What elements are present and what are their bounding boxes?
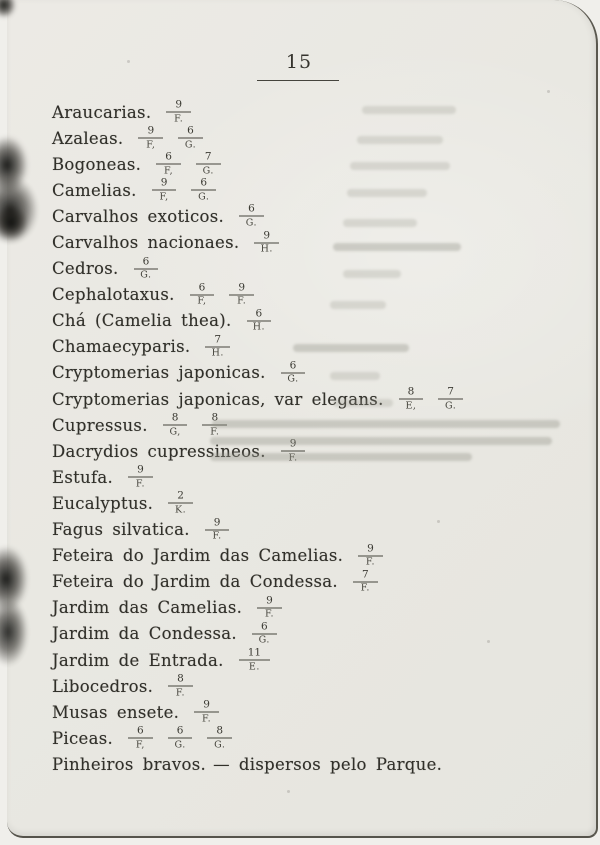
- ref-numerator: 9: [166, 100, 191, 113]
- entry-name: Chá (Camelia thea).: [52, 311, 232, 331]
- ref-numerator: 9: [138, 126, 163, 139]
- entry-row: [52, 725, 572, 751]
- ref-numerator: 6: [128, 726, 153, 739]
- ref-numerator: 9: [194, 700, 219, 713]
- ref-fraction: [128, 465, 153, 489]
- bleed-through-line: [343, 219, 417, 227]
- ref-numerator: 6: [134, 256, 159, 269]
- ref-denominator: G.: [258, 634, 270, 646]
- ref-fraction: [194, 700, 219, 724]
- ref-fraction: [138, 126, 163, 150]
- ref-fraction: [168, 674, 193, 698]
- ref-numerator: 9: [152, 178, 177, 191]
- bleed-through-line: [333, 399, 393, 407]
- ref-denominator: F.: [237, 295, 247, 307]
- ref-denominator: F.: [365, 556, 376, 568]
- ref-fraction: [168, 491, 193, 515]
- entry-name: Jardim de Entrada.: [52, 650, 224, 670]
- entry-row: [52, 360, 572, 386]
- ref-numerator: 9: [254, 230, 279, 243]
- ref-fraction: [166, 100, 191, 124]
- ref-denominator: G.: [140, 269, 152, 281]
- ref-denominator: H.: [260, 243, 273, 255]
- ref-denominator: G.: [184, 139, 197, 151]
- ref-fraction: [196, 152, 221, 176]
- ref-fraction: [152, 178, 177, 202]
- ref-denominator: F,: [163, 165, 174, 177]
- entry-row: [52, 282, 572, 308]
- ref-denominator: K.: [174, 504, 187, 516]
- ref-denominator: G.: [174, 739, 186, 751]
- ref-denominator: F,: [135, 739, 145, 751]
- ref-numerator: 9: [281, 439, 306, 452]
- entry-name: Cedros.: [52, 259, 119, 279]
- bleed-through-line: [357, 136, 443, 144]
- paper-speck: [127, 60, 130, 63]
- ref-fraction: [229, 282, 254, 306]
- entry-name: Estufa.: [52, 467, 114, 487]
- entry-name: Eucalyptus.: [52, 493, 154, 513]
- ref-fraction: [239, 648, 270, 672]
- ref-numerator: 6: [156, 152, 181, 165]
- ref-fraction: [358, 543, 383, 567]
- ref-numerator: 7: [353, 569, 378, 582]
- entry-suffix: — dispersos pelo Parque.: [213, 754, 443, 774]
- entry-row: [52, 386, 572, 412]
- ref-denominator: F.: [175, 687, 186, 699]
- entry-name: Feteira do Jardim da Condessa.: [52, 572, 338, 592]
- page-number-rule: [257, 80, 339, 81]
- ref-fraction: [205, 334, 230, 358]
- bleed-through-line: [362, 106, 456, 114]
- bleed-through-line: [350, 162, 450, 170]
- entry-row: [52, 203, 572, 229]
- ref-fraction: [191, 178, 216, 202]
- entry-row: [52, 308, 572, 334]
- entry-name: Araucarias.: [52, 102, 152, 122]
- ref-fraction: [252, 621, 277, 645]
- bleed-through-line: [293, 344, 409, 352]
- ref-fraction: [156, 152, 181, 176]
- entry-name: Cryptomerias japonicas, var elegans.: [52, 389, 384, 409]
- entry-name: Libocedros.: [52, 676, 154, 696]
- ref-numerator: 6: [190, 282, 215, 295]
- ref-numerator: 6: [247, 308, 272, 321]
- ref-fraction: [254, 230, 279, 254]
- ref-fraction: [207, 726, 232, 750]
- ref-fraction: [205, 517, 230, 541]
- bleed-through-line: [330, 301, 386, 309]
- entry-name: Camelias.: [52, 180, 137, 200]
- ref-numerator: 9: [358, 543, 383, 556]
- ref-fraction: [134, 256, 159, 280]
- entry-row: [52, 151, 572, 177]
- entry-name: Fagus silvatica.: [52, 520, 190, 540]
- ref-numerator: 6: [168, 726, 193, 739]
- entry-name: Bogoneas.: [52, 154, 142, 174]
- page-number: 15: [285, 51, 313, 73]
- ref-denominator: F.: [288, 452, 298, 464]
- ref-numerator: 8: [163, 413, 188, 426]
- bleed-through-line: [330, 372, 380, 380]
- ref-denominator: F.: [174, 113, 184, 125]
- ref-denominator: H.: [252, 321, 266, 333]
- ref-numerator: 8: [207, 726, 232, 739]
- entry-name: Cephalotaxus.: [52, 285, 175, 305]
- entry-name: Carvalhos nacionaes.: [52, 233, 240, 253]
- bleed-through-line: [333, 243, 461, 251]
- entry-row: [52, 647, 572, 673]
- ref-fraction: [353, 569, 378, 593]
- ref-numerator: 6: [239, 204, 264, 217]
- bleed-through-line: [347, 189, 427, 197]
- ref-denominator: G.: [202, 165, 214, 177]
- paper-speck: [287, 790, 290, 793]
- entry-name: Musas ensete.: [52, 702, 180, 722]
- entry-row: [52, 177, 572, 203]
- ref-fraction: [438, 387, 463, 411]
- entry-row: [52, 595, 572, 621]
- ref-fraction: [257, 595, 282, 619]
- ref-fraction: [281, 360, 306, 384]
- ref-fraction: [178, 126, 203, 150]
- ref-denominator: G.: [198, 191, 210, 203]
- ref-fraction: [128, 726, 153, 750]
- ref-denominator: F.: [360, 582, 370, 594]
- ref-numerator: 9: [229, 282, 254, 295]
- ref-numerator: 9: [205, 517, 230, 530]
- ref-denominator: F,: [159, 191, 169, 203]
- entry-name: Feteira do Jardim das Camelias.: [52, 546, 344, 566]
- entry-name: Chamaecyparis.: [52, 337, 191, 357]
- entry-row: [52, 543, 572, 569]
- ref-fraction: [239, 204, 264, 228]
- ref-numerator: 8: [399, 387, 424, 400]
- bleed-through-paragraph-line: [212, 420, 560, 428]
- ref-fraction: [190, 282, 215, 306]
- ref-numerator: 6: [281, 360, 306, 373]
- entry-row: [52, 673, 572, 699]
- ref-numerator: 11: [239, 648, 270, 661]
- ref-denominator: E,: [405, 400, 417, 412]
- ref-denominator: F.: [210, 426, 220, 438]
- paper-speck: [437, 520, 440, 523]
- entry-row: [52, 464, 572, 490]
- paper-speck: [487, 640, 490, 643]
- page-sheet: [7, 0, 598, 838]
- ref-denominator: G,: [169, 426, 181, 438]
- entry-row: [52, 517, 572, 543]
- ref-numerator: 6: [191, 178, 216, 191]
- entry-name: Azaleas.: [52, 128, 124, 148]
- entry-name: Carvalhos exoticos.: [52, 206, 225, 226]
- ref-numerator: 7: [438, 387, 463, 400]
- entry-name: Jardim das Camelias.: [52, 598, 243, 618]
- ref-denominator: F,: [197, 295, 207, 307]
- entry-name: Cupressus.: [52, 415, 148, 435]
- ref-numerator: 2: [168, 491, 193, 504]
- bleed-through-paragraph-line: [210, 437, 552, 445]
- entry-name: Pinheiros bravos.: [52, 754, 207, 774]
- ref-denominator: H.: [211, 347, 224, 359]
- bleed-through-line: [343, 270, 401, 278]
- entry-name: Cryptomerias japonicas.: [52, 363, 266, 383]
- ref-denominator: E.: [248, 661, 260, 673]
- ref-numerator: 6: [178, 126, 203, 139]
- bleed-through-paragraph-line: [210, 452, 472, 464]
- ref-denominator: G.: [287, 373, 299, 385]
- ref-numerator: 7: [196, 152, 221, 165]
- ref-fraction: [399, 387, 424, 411]
- ref-denominator: G.: [445, 400, 457, 412]
- ref-fraction: [168, 726, 193, 750]
- ref-denominator: F.: [264, 608, 275, 620]
- ref-numerator: 8: [168, 674, 193, 687]
- entry-row: [52, 751, 572, 777]
- entry-row: [52, 621, 572, 647]
- entry-row: [52, 699, 572, 725]
- ref-fraction: [247, 308, 272, 332]
- ref-denominator: F.: [201, 713, 212, 725]
- ref-numerator: 7: [205, 334, 230, 347]
- entry-row: [52, 229, 572, 255]
- ref-numerator: 6: [252, 621, 277, 634]
- entry-row: [52, 490, 572, 516]
- ref-denominator: F.: [212, 530, 222, 542]
- ref-denominator: F,: [146, 139, 156, 151]
- entry-row: [52, 256, 572, 282]
- entry-name: Jardim da Condessa.: [52, 624, 237, 644]
- ref-denominator: G.: [214, 739, 226, 751]
- ref-numerator: 9: [128, 465, 153, 478]
- entry-row: [52, 99, 572, 125]
- ref-fraction: [163, 413, 188, 437]
- ref-denominator: G.: [245, 217, 258, 229]
- entry-row: [52, 125, 572, 151]
- entry-name: Piceas.: [52, 728, 114, 748]
- ref-numerator: 9: [257, 595, 282, 608]
- ref-denominator: F.: [135, 478, 145, 490]
- ref-numerator: 8: [202, 413, 227, 426]
- entry-name: Dacrydios cupressineos.: [52, 441, 266, 461]
- entry-row: [52, 569, 572, 595]
- paper-speck: [547, 90, 550, 93]
